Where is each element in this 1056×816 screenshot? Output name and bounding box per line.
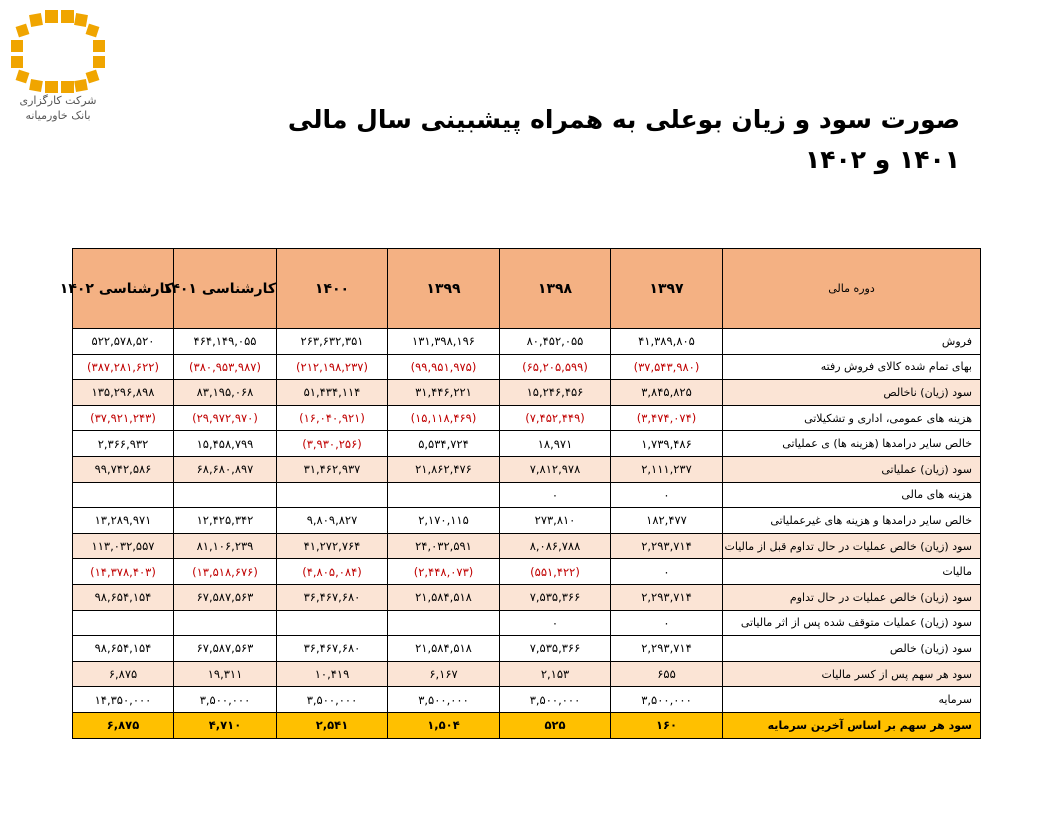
table-cell: ۹۸,۶۵۴,۱۵۴ <box>73 636 174 662</box>
row-label: خالص سایر درامدها و هزینه های غیرعملیاتی <box>723 508 981 534</box>
table-row-eps-latest-capital <box>73 712 981 738</box>
table-cell: (۱۵,۱۱۸,۴۶۹) <box>388 405 500 431</box>
table-cell: ۰ <box>611 610 723 636</box>
row-label: سود (زیان) خالص عملیات در حال تداوم قبل از مالیات <box>723 533 981 559</box>
row-label: بهای تمام شده کالای فروش رفته <box>723 354 981 380</box>
table-cell: ۸۱,۱۰۶,۲۳۹ <box>174 533 277 559</box>
row-label: سود هر سهم بر اساس آخرین سرمایه <box>723 712 981 738</box>
table-cell: ۲۱,۵۸۴,۵۱۸ <box>388 636 500 662</box>
table-cell: (۲,۴۴۸,۰۷۳) <box>388 559 500 585</box>
table-cell <box>277 610 388 636</box>
table-cell: (۵۵۱,۴۲۲) <box>500 559 611 585</box>
table-cell: ۶۷,۵۸۷,۵۶۳ <box>174 584 277 610</box>
table-row-non-operating-income <box>73 508 981 534</box>
table-cell <box>388 482 500 508</box>
table-cell: ۴۱,۲۷۲,۷۶۴ <box>277 533 388 559</box>
row-label: خالص سایر درامدها (هزینه ها) ی عملیاتی <box>723 431 981 457</box>
table-cell: ۹۹,۷۴۲,۵۸۶ <box>73 456 174 482</box>
table-row-discontinued-ops-profit <box>73 610 981 636</box>
table-cell: (۱۳,۵۱۸,۶۷۶) <box>174 559 277 585</box>
table-row-operating-profit <box>73 456 981 482</box>
table-cell: ۱۵,۴۵۸,۷۹۹ <box>174 431 277 457</box>
table-cell: ۶۷,۵۸۷,۵۶۳ <box>174 636 277 662</box>
table-cell: ۳,۵۰۰,۰۰۰ <box>388 687 500 713</box>
row-label: سود (زیان) خالص عملیات در حال تداوم <box>723 584 981 610</box>
table-cell: (۳۸۰,۹۵۳,۹۸۷) <box>174 354 277 380</box>
table-cell: ۳,۵۰۰,۰۰۰ <box>174 687 277 713</box>
table-cell: (۳,۴۷۴,۰۷۴) <box>611 405 723 431</box>
table-cell: ۸۳,۱۹۵,۰۶۸ <box>174 380 277 406</box>
table-cell: ۵۲۵ <box>500 712 611 738</box>
table-cell: ۲,۲۹۳,۷۱۴ <box>611 584 723 610</box>
table-cell: (۲۱۲,۱۹۸,۲۳۷) <box>277 354 388 380</box>
column-header-1397: ۱۳۹۷ <box>611 249 723 329</box>
table-cell: ۱۰,۴۱۹ <box>277 661 388 687</box>
table-cell <box>174 610 277 636</box>
column-header-1401-estimate: کارشناسی ۱۴۰۱ <box>174 249 277 329</box>
row-label: سود (زیان) ناخالص <box>723 380 981 406</box>
table-cell: ۲۴,۰۳۲,۵۹۱ <box>388 533 500 559</box>
table-row-gross-profit <box>73 380 981 406</box>
table-cell: ۳۱,۴۶۲,۹۳۷ <box>277 456 388 482</box>
table-row-eps-after-tax <box>73 661 981 687</box>
table-cell: (۳۷,۹۲۱,۲۴۳) <box>73 405 174 431</box>
table-cell: ۶,۸۷۵ <box>73 712 174 738</box>
table-cell: ۳,۵۰۰,۰۰۰ <box>277 687 388 713</box>
table-cell: ۳,۸۴۵,۸۲۵ <box>611 380 723 406</box>
table-cell: ۴۱,۳۸۹,۸۰۵ <box>611 329 723 355</box>
table-cell: ۸۰,۴۵۲,۰۵۵ <box>500 329 611 355</box>
table-cell: ۰ <box>611 482 723 508</box>
table-cell: ۱۳,۲۸۹,۹۷۱ <box>73 508 174 534</box>
table-cell: ۱۱۳,۰۳۲,۵۵۷ <box>73 533 174 559</box>
column-header-1400: ۱۴۰۰ <box>277 249 388 329</box>
table-cell: ۵۱,۴۳۴,۱۱۴ <box>277 380 388 406</box>
column-header-period: دوره مالی <box>723 249 981 329</box>
table-row-continuing-ops-profit <box>73 584 981 610</box>
table-row-pretax-profit <box>73 533 981 559</box>
row-label: مالیات <box>723 559 981 585</box>
table-cell: ۹۸,۶۵۴,۱۵۴ <box>73 584 174 610</box>
table-cell: ۷,۵۳۵,۳۶۶ <box>500 636 611 662</box>
income-statement-table <box>59 248 981 739</box>
table-cell: ۶,۸۷۵ <box>73 661 174 687</box>
table-cell <box>73 610 174 636</box>
table-cell <box>174 482 277 508</box>
table-cell: ۰ <box>500 482 611 508</box>
table-cell: (۲۹,۹۷۲,۹۷۰) <box>174 405 277 431</box>
table-cell: ۳۶,۴۶۷,۶۸۰ <box>277 636 388 662</box>
table-cell: (۳۸۷,۲۸۱,۶۲۲) <box>73 354 174 380</box>
table-row-net-profit <box>73 636 981 662</box>
row-label: سود (زیان) خالص <box>723 636 981 662</box>
row-label: سود هر سهم پس از کسر مالیات <box>723 661 981 687</box>
table-cell: ۶۸,۶۸۰,۸۹۷ <box>174 456 277 482</box>
table-cell: ۲,۱۷۰,۱۱۵ <box>388 508 500 534</box>
table-cell: ۵,۵۳۴,۷۲۴ <box>388 431 500 457</box>
table-cell: ۲۷۳,۸۱۰ <box>500 508 611 534</box>
table-cell: ۳۶,۴۶۷,۶۸۰ <box>277 584 388 610</box>
table-cell: ۲,۲۹۳,۷۱۴ <box>611 533 723 559</box>
page-title: صورت سود و زیان بوعلی به همراه پیشبینی سال مالی ۱۴۰۱ و ۱۴۰۲ <box>287 105 960 174</box>
table-cell: ۸,۰۸۶,۷۸۸ <box>500 533 611 559</box>
logo-text-company-name: بانک خاورمیانه <box>25 109 91 122</box>
table-cell: ۱,۷۳۹,۴۸۶ <box>611 431 723 457</box>
table-cell <box>73 482 174 508</box>
table-cell: ۹,۸۰۹,۸۲۷ <box>277 508 388 534</box>
table-cell: ۷,۸۱۲,۹۷۸ <box>500 456 611 482</box>
table-cell: ۱۹,۳۱۱ <box>174 661 277 687</box>
table-cell <box>277 482 388 508</box>
row-label: هزینه های مالی <box>723 482 981 508</box>
table-row-other-operating-income <box>73 431 981 457</box>
table-cell: (۳۷,۵۴۳,۹۸۰) <box>611 354 723 380</box>
table-cell: ۵۲۲,۵۷۸,۵۲۰ <box>73 329 174 355</box>
table-cell: (۱۴,۳۷۸,۴۰۳) <box>73 559 174 585</box>
table-cell: ۰ <box>611 559 723 585</box>
company-logo <box>8 8 108 126</box>
column-header-1398: ۱۳۹۸ <box>500 249 611 329</box>
table-cell: (۴,۸۰۵,۰۸۴) <box>277 559 388 585</box>
table-row-capital <box>73 687 981 713</box>
table-cell: ۲۱,۵۸۴,۵۱۸ <box>388 584 500 610</box>
table-cell: ۱۸۲,۴۷۷ <box>611 508 723 534</box>
table-row-tax <box>73 559 981 585</box>
table-cell: ۷,۵۳۵,۳۶۶ <box>500 584 611 610</box>
table-cell: ۳۱,۴۴۶,۲۲۱ <box>388 380 500 406</box>
column-header-1399: ۱۳۹۹ <box>388 249 500 329</box>
table-row-admin-expenses <box>73 405 981 431</box>
table-header-row <box>73 249 981 329</box>
table-cell: ۱۲,۴۲۵,۳۴۲ <box>174 508 277 534</box>
table-cell <box>388 610 500 636</box>
row-label: هزینه های عمومی، اداری و تشکیلاتی <box>723 405 981 431</box>
table-cell: ۱,۵۰۴ <box>388 712 500 738</box>
table-cell: ۳,۵۰۰,۰۰۰ <box>500 687 611 713</box>
sunburst-logo-icon <box>8 8 108 94</box>
row-label: فروش <box>723 329 981 355</box>
table-row-sales <box>73 329 981 355</box>
table-row-cost-of-goods-sold <box>73 354 981 380</box>
table-cell: ۱۸,۹۷۱ <box>500 431 611 457</box>
table-cell: ۳,۵۰۰,۰۰۰ <box>611 687 723 713</box>
row-label: سرمایه <box>723 687 981 713</box>
table-cell: (۳,۹۳۰,۲۵۶) <box>277 431 388 457</box>
table-cell: (۷,۴۵۲,۴۴۹) <box>500 405 611 431</box>
table-cell: (۶۵,۲۰۵,۵۹۹) <box>500 354 611 380</box>
table-cell: (۱۶,۰۴۰,۹۲۱) <box>277 405 388 431</box>
row-label: سود (زیان) عملیاتی <box>723 456 981 482</box>
table-cell: ۱۶۰ <box>611 712 723 738</box>
table-cell: ۶۵۵ <box>611 661 723 687</box>
table-cell: ۲۶۳,۶۳۲,۳۵۱ <box>277 329 388 355</box>
table-cell: ۴,۷۱۰ <box>174 712 277 738</box>
table-cell: ۶,۱۶۷ <box>388 661 500 687</box>
table-cell: ۲,۱۵۳ <box>500 661 611 687</box>
table-cell: ۱۳۵,۲۹۶,۸۹۸ <box>73 380 174 406</box>
row-label: سود (زیان) عملیات متوقف شده پس از اثر مالیاتی <box>723 610 981 636</box>
table-row-financial-expenses <box>73 482 981 508</box>
table-cell: ۰ <box>500 610 611 636</box>
table-cell: ۱۳۱,۳۹۸,۱۹۶ <box>388 329 500 355</box>
table-cell: ۲,۱۱۱,۲۳۷ <box>611 456 723 482</box>
table-cell: ۲,۲۹۳,۷۱۴ <box>611 636 723 662</box>
table-cell: ۲,۵۴۱ <box>277 712 388 738</box>
column-header-1402-estimate: کارشناسی ۱۴۰۲ <box>73 249 174 329</box>
table-cell: ۲,۳۶۶,۹۳۲ <box>73 431 174 457</box>
table-cell: ۱۴,۳۵۰,۰۰۰ <box>73 687 174 713</box>
table-cell: ۱۵,۲۴۶,۴۵۶ <box>500 380 611 406</box>
table-cell: ۲۱,۸۶۲,۴۷۶ <box>388 456 500 482</box>
logo-text-company-type: شرکت کارگزاری <box>19 94 97 107</box>
table-cell: (۹۹,۹۵۱,۹۷۵) <box>388 354 500 380</box>
table-cell: ۴۶۴,۱۴۹,۰۵۵ <box>174 329 277 355</box>
